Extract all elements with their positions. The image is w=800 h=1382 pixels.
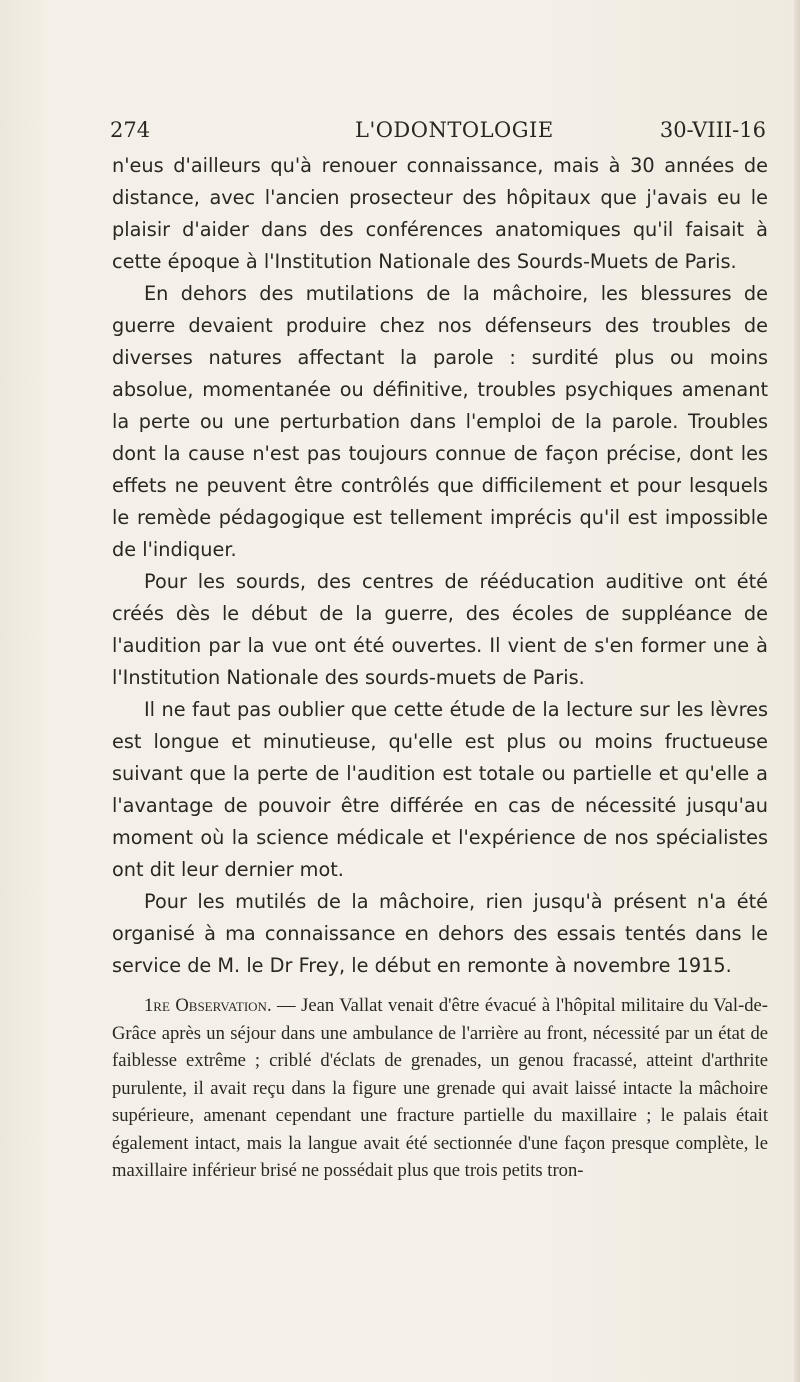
running-header <box>110 118 770 148</box>
paragraph-jaw-mutilated: Pour les mutilés de la mâchoire, rien jusqu'à présent n'a été organisé à ma connaissance en dehors des essais tentés dans le service de M. le Dr Frey, le début en remonte à novembre 1915. <box>112 890 768 977</box>
page-body <box>112 150 768 1185</box>
paragraph-lip-reading: Il ne faut pas oublier que cette étude de la lecture sur les lèvres est longue et minutieuse, qu'elle est plus ou moins fructueuse suivant que la perte de l'audition est totale ou partielle et qu'elle a l'avantage de pouvoir être différée en cas de nécessité jusqu'au moment où la science médicale et l'expérience de nos spécialistes ont dit leur dernier mot. <box>112 698 768 881</box>
page-number: 274 <box>110 118 151 142</box>
observation-text: — Jean Vallat venait d'être évacué à l'hôpital militaire du Val-de-Grâce après un séjour dans une ambulance de l'arrière au front, nécessité par un état de faiblesse extrême ; criblé d'éclats de grenades, un genou fracassé, atteint d'arthrite purulente, il avait reçu dans la figure une grenade qui avait laissé intacte la mâchoire supérieure, amenant cependant une fracture partielle du maxillaire ; le palais était également intact, mais la langue avait été sectionnée d'une façon presque complète, le maxillaire inférieur brisé ne possédait plus que trois petits tron- <box>112 995 768 1181</box>
paragraph-deaf-centres: Pour les sourds, des centres de rééducation auditive ont été créés dès le début de la guerre, des écoles de suppléance de l'audition par la vue ont été ouvertes. Il vient de s'en former une à l'Institution Nationale des sourds-muets de Paris. <box>112 570 768 689</box>
page-edge-shadow <box>794 0 800 1382</box>
journal-title: L'ODONTOLOGIE <box>355 118 554 142</box>
observation-label: 1re Observation. <box>144 995 272 1016</box>
paragraph-war-injuries: En dehors des mutilations de la mâchoire, les blessures de guerre devaient produire chez nos défenseurs des troubles de diverses natures affectant la parole : surdité plus ou moins absolue, momentanée ou définitive, troubles psychiques amenant la perte ou une perturbation dans l'emploi de la parole. Troubles dont la cause n'est pas toujours connue de façon précise, dont les effets ne peuvent être contrôlés que difficilement et pour lesquels le remède pédagogique est tellement imprécis qu'il est impossible de l'indiquer. <box>112 282 768 561</box>
observation-paragraph <box>112 992 768 1185</box>
paragraph-continuation: n'eus d'ailleurs qu'à renouer connaissance, mais à 30 années de distance, avec l'ancien prosecteur des hôpitaux que j'avais eu le plaisir d'aider dans des conférences anatomiques qu'il faisait à cette époque à l'Institution Nationale des Sourds-Muets de Paris. <box>112 154 768 273</box>
issue-date: 30-VIII-16 <box>659 118 766 142</box>
